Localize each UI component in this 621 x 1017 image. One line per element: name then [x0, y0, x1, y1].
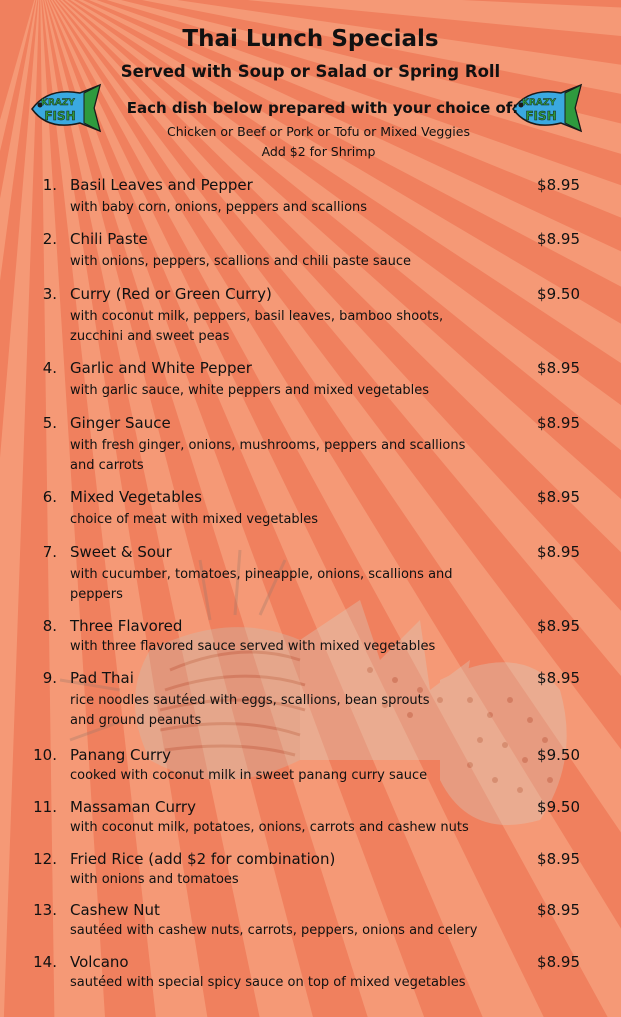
menu-item-price: $8.95	[537, 953, 580, 971]
menu-item-price: $9.50	[537, 798, 580, 816]
menu-item-number: 7.	[42, 543, 57, 561]
menu-item-name: Fried Rice (add $2 for combination)	[70, 850, 336, 868]
description-line: with baby corn, onions, peppers and scallions	[70, 200, 368, 215]
menu-item-description	[70, 973, 510, 993]
description-line: choice of meat with mixed vegetables	[70, 512, 319, 527]
description-line: sautéed with cashew nuts, carrots, peppers, onions and celery	[70, 923, 478, 938]
menu-item-price: $8.95	[537, 359, 580, 377]
menu-item-description	[70, 691, 510, 730]
menu-item-number: 11.	[33, 798, 57, 816]
menu-item-name: Basil Leaves and Pepper	[70, 176, 253, 194]
menu-item-name: Garlic and White Pepper	[70, 359, 252, 377]
choice-addon: Add $2 for Shrimp	[261, 144, 376, 159]
menu-item-description	[70, 381, 510, 401]
description-line: cooked with coconut milk in sweet panang curry sauce	[70, 768, 428, 783]
choice-options: Chicken or Beef or Pork or Tofu or Mixed Veggies	[167, 124, 470, 139]
menu-item-number: 6.	[42, 488, 57, 506]
description-line: with garlic sauce, white peppers and mixed vegetables	[70, 383, 430, 398]
menu-item-number: 14.	[33, 953, 57, 971]
description-line: peppers	[70, 586, 123, 602]
menu-item-description	[70, 565, 510, 604]
menu-item-price: $9.50	[537, 746, 580, 764]
description-line: with cucumber, tomatoes, pineapple, onions, scallions and	[70, 567, 453, 582]
description-line: with fresh ginger, onions, mushrooms, peppers and scallions	[70, 438, 466, 453]
menu-item-name: Volcano	[70, 953, 129, 971]
logo-top-text: KRAZY	[41, 98, 75, 108]
menu-item-name: Ginger Sauce	[70, 414, 171, 432]
menu-item-number: 10.	[33, 746, 57, 764]
menu-item-name: Panang Curry	[70, 746, 171, 764]
menu-item-price: $8.95	[537, 230, 580, 248]
menu-item-number: 3.	[42, 285, 57, 303]
menu-item-number: 5.	[42, 414, 57, 432]
menu-item-description	[70, 870, 510, 890]
menu-item-description	[70, 818, 510, 838]
menu-item-price: $8.95	[537, 176, 580, 194]
menu-item-number: 9.	[42, 669, 57, 687]
menu-item-name: Massaman Curry	[70, 798, 196, 816]
menu-item-number: 4.	[42, 359, 57, 377]
menu-item-price: $8.95	[537, 617, 580, 635]
description-line: with onions, peppers, scallions and chili paste sauce	[70, 254, 411, 269]
menu-item-description	[70, 510, 510, 530]
menu-item-number: 13.	[33, 901, 57, 919]
description-line: rice noodles sautéed with eggs, scallions, bean sprouts	[70, 693, 430, 708]
menu-item-price: $9.50	[537, 285, 580, 303]
menu-item-price: $8.95	[537, 669, 580, 687]
description-line: with onions and tomatoes	[70, 872, 239, 887]
description-line: with coconut milk, potatoes, onions, carrots and cashew nuts	[70, 820, 469, 835]
menu-item-price: $8.95	[537, 543, 580, 561]
description-line: zucchini and sweet peas	[70, 328, 230, 344]
menu-title: Thai Lunch Specials	[182, 26, 439, 52]
menu-item-description	[70, 252, 510, 272]
menu-item-name: Cashew Nut	[70, 901, 160, 919]
description-line: sautéed with special spicy sauce on top of mixed vegetables	[70, 975, 466, 990]
logo-bottom-text: FISH	[44, 109, 76, 123]
menu-item-name: Sweet & Sour	[70, 543, 172, 561]
description-line: and carrots	[70, 457, 144, 473]
menu-item-price: $8.95	[537, 901, 580, 919]
menu-item-description	[70, 307, 510, 346]
menu-item-number: 2.	[42, 230, 57, 248]
menu-item-description	[70, 198, 510, 218]
menu-item-name: Curry (Red or Green Curry)	[70, 285, 272, 303]
menu-item-price: $8.95	[537, 488, 580, 506]
menu-item-name: Pad Thai	[70, 669, 134, 687]
choice-intro: Each dish below prepared with your choice of:	[126, 99, 519, 117]
menu-item-description	[70, 637, 510, 657]
menu-item-description	[70, 921, 510, 941]
logo-top-text: KRAZY	[522, 98, 556, 108]
menu-item-number: 8.	[42, 617, 57, 635]
logo-bottom-text: FISH	[525, 109, 557, 123]
menu-item-name: Three Flavored	[70, 617, 183, 635]
menu-item-number: 1.	[42, 176, 57, 194]
menu-item-name: Mixed Vegetables	[70, 488, 202, 506]
menu-item-description	[70, 436, 510, 475]
description-line: and ground peanuts	[70, 712, 202, 728]
menu-item-name: Chili Paste	[70, 230, 148, 248]
menu-item-price: $8.95	[537, 414, 580, 432]
menu-item-number: 12.	[33, 850, 57, 868]
menu-item-description	[70, 766, 510, 786]
description-line: with coconut milk, peppers, basil leaves, bamboo shoots,	[70, 309, 444, 324]
description-line: with three flavored sauce served with mixed vegetables	[70, 639, 436, 654]
menu-subtitle: Served with Soup or Salad or Spring Roll	[120, 62, 501, 81]
menu-item-price: $8.95	[537, 850, 580, 868]
